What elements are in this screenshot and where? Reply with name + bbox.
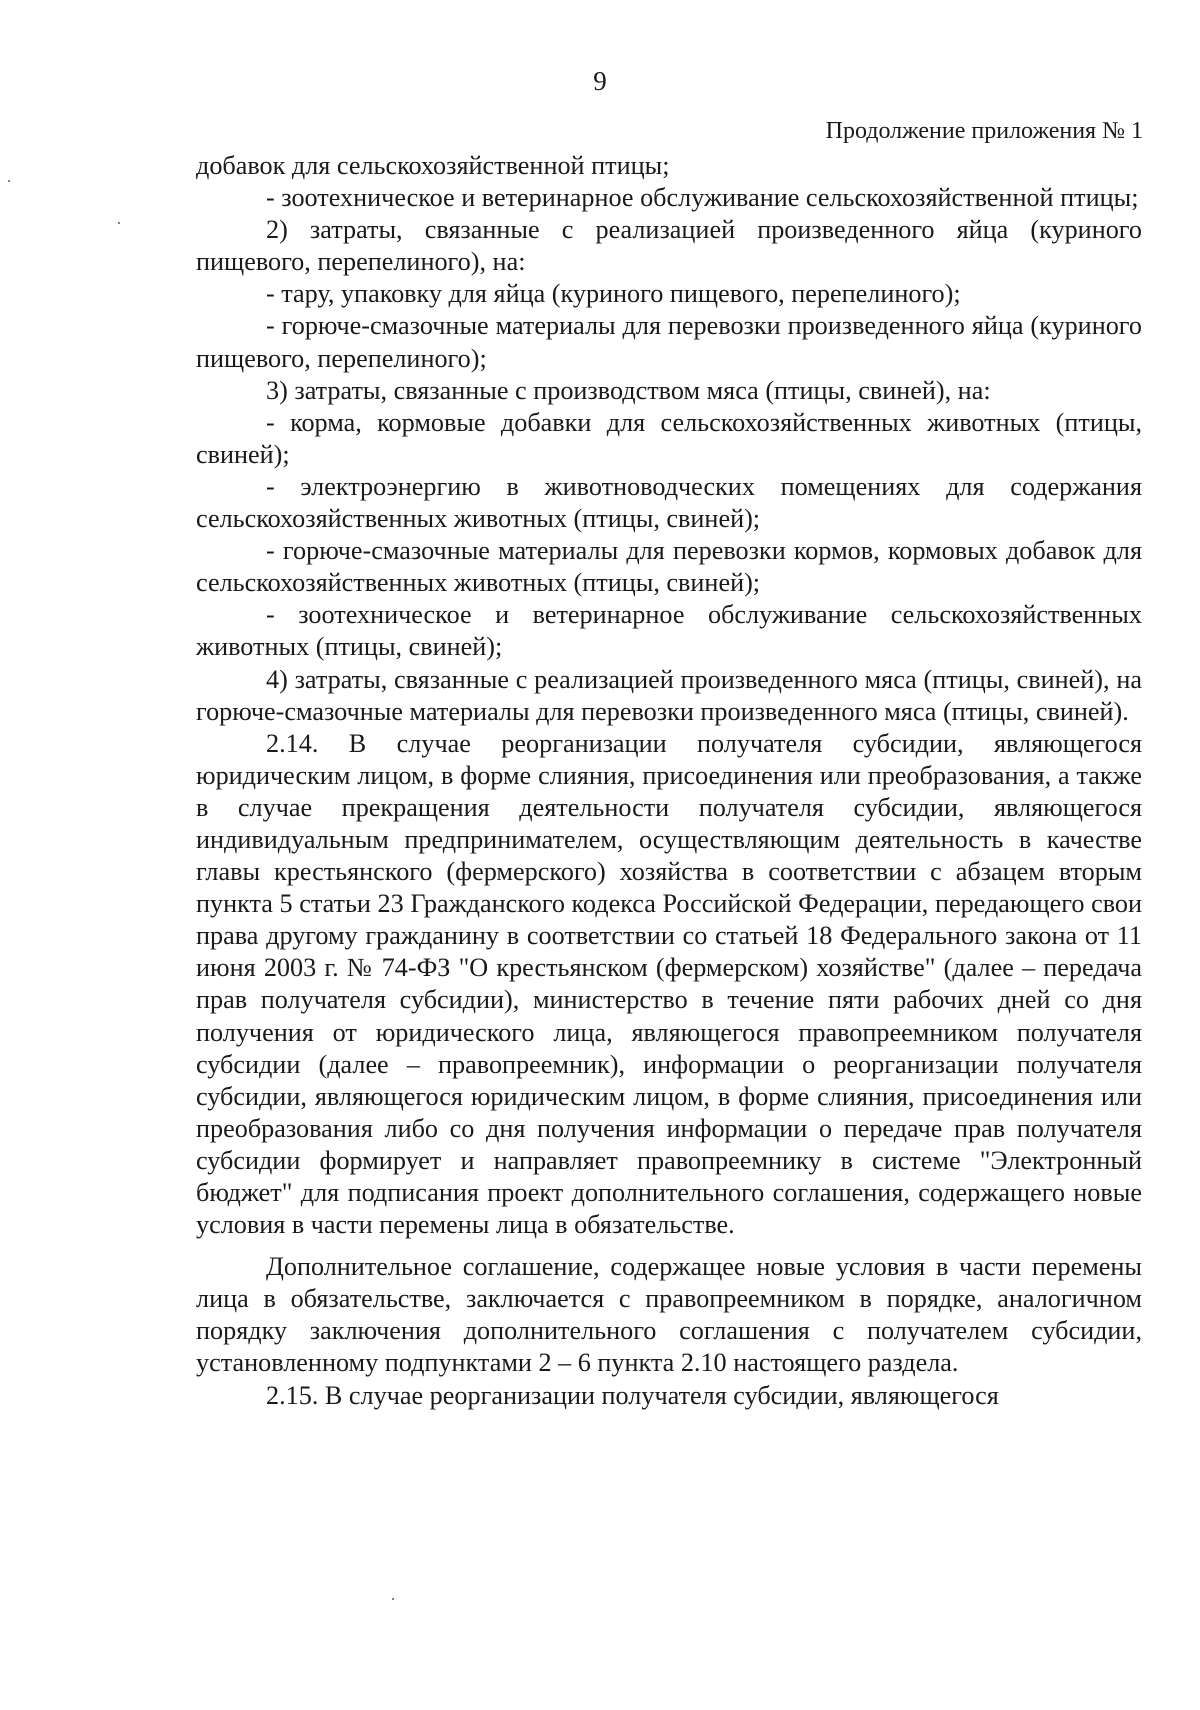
paragraph-egg-transport-fuel: - горюче-смазочные материалы для перевозки произведенного яйца (куриного пищевого, перепелиного); [196, 311, 1142, 373]
paragraph-poultry-vet-service: - зоотехническое и ветеринарное обслуживание сельскохозяйственной птицы; [266, 183, 1139, 213]
scan-speck [392, 1598, 394, 1600]
paragraph-animal-vet-service: - зоотехническое и ветеринарное обслуживание сельскохозяйственных животных (птицы, свиней); [196, 600, 1142, 662]
paragraph-section-2-15-start: 2.15. В случае реорганизации получателя субсидии, являющегося [266, 1380, 999, 1410]
page-number: 9 [593, 66, 607, 96]
scan-speck [8, 180, 10, 182]
scan-speck [118, 222, 120, 224]
paragraph-animal-feed: - корма, кормовые добавки для сельскохозяйственных животных (птицы, свиней); [196, 407, 1142, 469]
document-body [196, 150, 1142, 1412]
paragraph-meat-production-costs: 3) затраты, связанные с производством мяса (птицы, свиней), на: [266, 375, 991, 405]
paragraph-egg-packaging: - тару, упаковку для яйца (куриного пищевого, перепелиного); [266, 279, 961, 309]
paragraph-section-2-14: 2.14. В случае реорганизации получателя субсидии, являющегося юридическим лицом, в форме слияния, присоединения или преобразования, а также в случае прекращения деятельности получателя субсидии, являющегося индивидуальным предпринимателем, осуществляющим деятельность в качестве главы крестьянского (фермерского) хозяйства в соответствии с абзацем вторым пункта 5 статьи 23 Гражданского кодекса Российской Федерации, передающего свои права другому гражданину в соответствии со статьей 18 Федерального закона от 11 июня 2003 г. № 74-ФЗ "О крестьянском (фермерском) хозяйстве" (далее – передача прав получателя субсидии), министерство в течение пяти рабочих дней со дня получения от юридического лица, являющегося правопреемником получателя субсидии (далее – правопреемник), информации о реорганизации получателя субсидии, являющегося юридическим лицом, в форме слияния, присоединения или преобразования либо со дня получения информации о передаче прав получателя субсидии формирует и направляет правопреемнику в системе "Электронный бюджет" для подписания проект дополнительного соглашения, содержащего новые условия в части перемены лица в обязательстве. [196, 728, 1142, 1240]
paragraph-electricity: - электроэнергию в животноводческих помещениях для содержания сельскохозяйственных животных (птицы, свиней); [196, 471, 1142, 534]
paragraph-additional-agreement: Дополнительное соглашение, содержащее новые условия в части перемены лица в обязательстве, заключается с правопреемником в порядке, аналогичном порядку заключения дополнительного соглашения с получателем субсидии, установленному подпунктами 2 – 6 пункта 2.10 настоящего раздела. [196, 1252, 1142, 1378]
paragraph-egg-sales-costs: 2) затраты, связанные с реализацией произведенного яйца (куриного пищевого, перепелиного), на: [196, 215, 1142, 277]
appendix-continuation-label: Продолжение приложения № 1 [825, 118, 1143, 144]
paragraph-meat-sales-costs: 4) затраты, связанные с реализацией произведенного мяса (птицы, свиней), на горюче-смазочные материалы для перевозки произведенного мяса (птицы, свиней). [196, 664, 1142, 726]
paragraph-feed-transport-fuel: - горюче-смазочные материалы для перевозки кормов, кормовых добавок для сельскохозяйственных животных (птицы, свиней); [196, 536, 1142, 598]
paragraph-feed-additives-end: добавок для сельскохозяйственной птицы; [196, 151, 670, 180]
